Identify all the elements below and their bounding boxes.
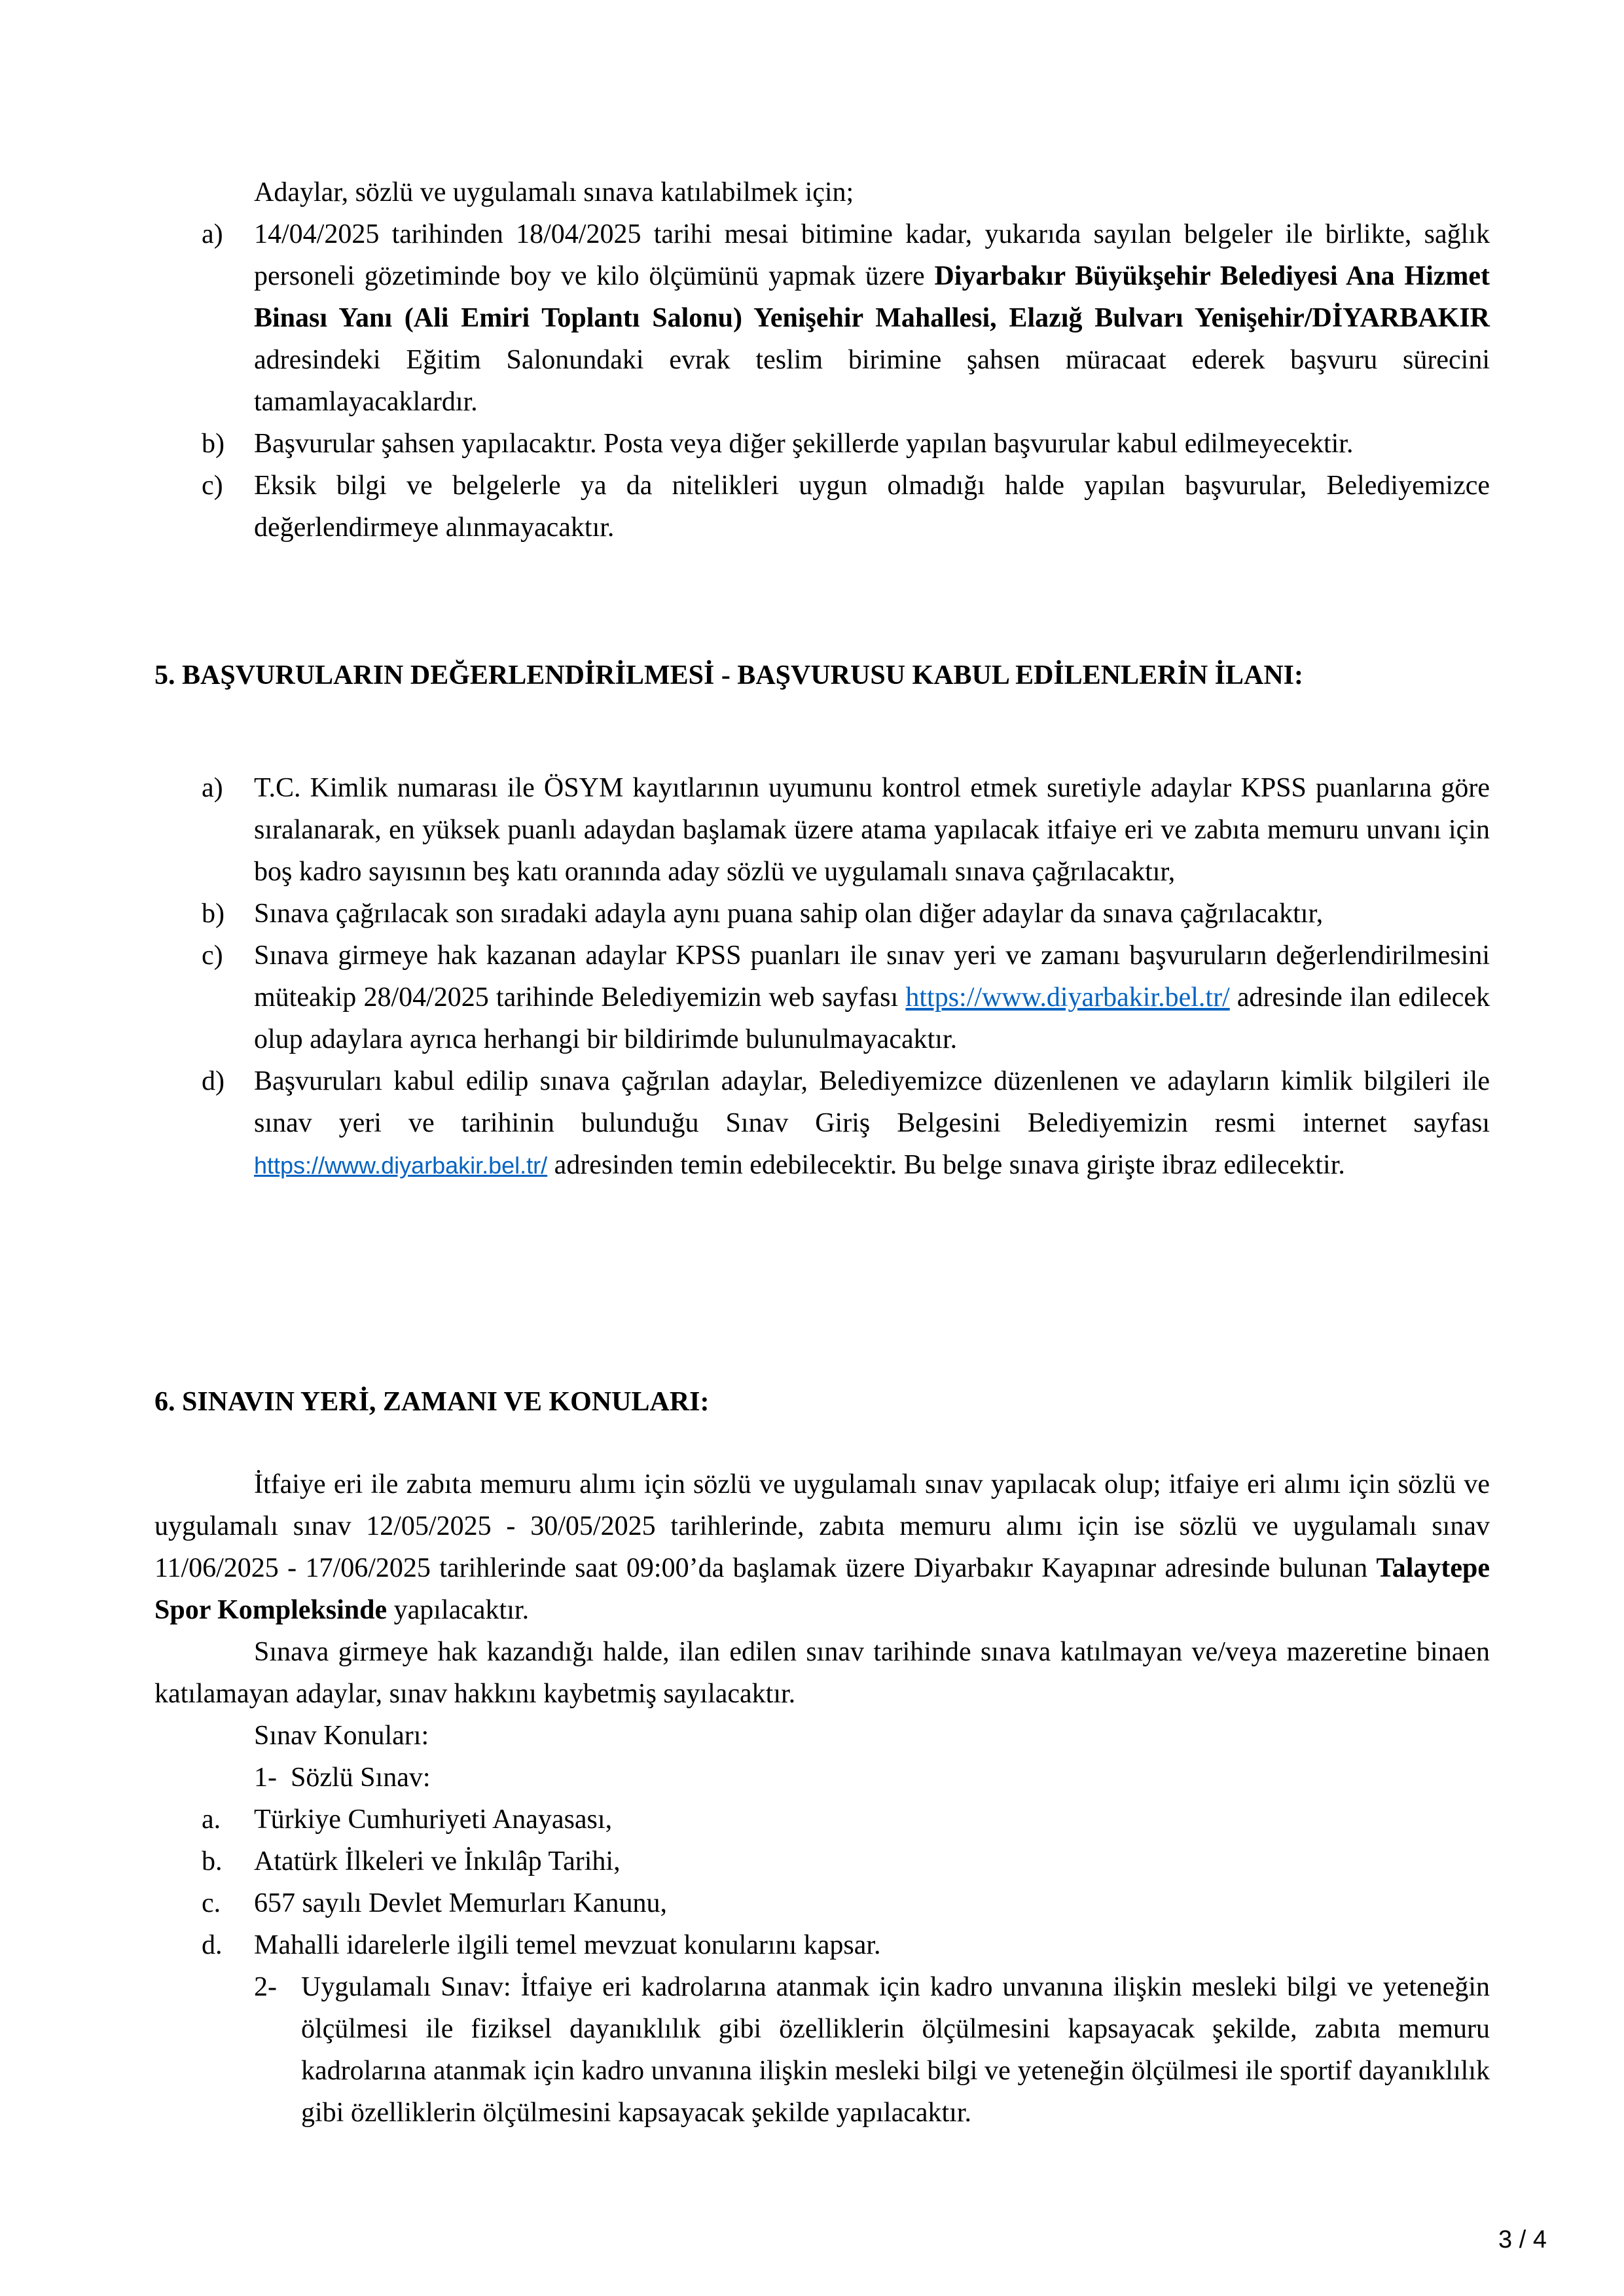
list-marker: a. bbox=[202, 1804, 221, 1835]
address-bold: Diyarbakır Büyükşehir Belediyesi Ana Hizmet Binası Yanı (Ali Emiri Toplantı Salonu) Yenişehir Mahallesi, Elazığ Bulvarı Yenişehir/DİYARBAKIR bbox=[254, 261, 1490, 333]
list-item: c. 657 sayılı Devlet Memurları Kanunu, bbox=[154, 1882, 1490, 1924]
list-marker: b) bbox=[202, 429, 225, 459]
list-item: d. Mahalli idarelerle ilgili temel mevzuat konularını kapsar. bbox=[154, 1924, 1490, 1966]
website-link[interactable]: https://www.diyarbakir.bel.tr/ bbox=[905, 982, 1230, 1013]
section-5-heading: 5. BAŞVURULARIN DEĞERLENDİRİLMESİ - BAŞVURUSU KABUL EDİLENLERİN İLANI: bbox=[154, 660, 1303, 691]
list-marker: a) bbox=[202, 773, 223, 803]
list-marker: c) bbox=[202, 471, 223, 501]
list-item: b) Sınava çağrılacak son sıradaki adayla aynı puana sahip olan diğer adaylar da sınava çağrılacaktır, bbox=[154, 893, 1490, 935]
list-marker: b. bbox=[202, 1846, 223, 1876]
absence-paragraph: Sınava girmeye hak kazandığı halde, ilan edilen sınav tarihinde sınava katılmayan ve/veya mazeretine binaen katılamayan adaylar, sınav hakkını kaybetmiş sayılacaktır. bbox=[154, 1637, 1490, 1709]
application-requirements bbox=[154, 171, 1490, 548]
list-marker: c. bbox=[202, 1888, 221, 1918]
list-marker: 2- bbox=[254, 1972, 277, 2002]
list-marker: c) bbox=[202, 941, 223, 971]
page-number: 3 / 4 bbox=[1498, 2226, 1547, 2253]
list-item: a. Türkiye Cumhuriyeti Anayasası, bbox=[154, 1799, 1490, 1840]
practical-exam-item: 2- Uygulamalı Sınav: İtfaiye eri kadrolarına atanmak için kadro unvanına ilişkin mesleki bilgi ve yeteneğin ölçülmesi ile fiziksel dayanıklılık gibi özelliklerin ölçülmesini kapsayacak şekilde, zabıta memuru kadrolarına atanmak için kadro unvanına ilişkin mesleki bilgi ve yeteneğin ölçülmesi ile sportif dayanıklılık gibi özelliklerin ölçülmesini kapsayacak şekilde yapılacaktır. bbox=[154, 1966, 1490, 2134]
list-marker: d) bbox=[202, 1066, 225, 1096]
list-item: a) T.C. Kimlik numarası ile ÖSYM kayıtlarının uyumunu kontrol etmek suretiyle adaylar KPSS puanlarına göre sıralanarak, en yüksek puanlı adaydan başlamak üzere atama yapılacak itfaiye eri ve zabıta memuru unvanı için boş kadro sayısının beş katı oranında aday sözlü ve uygulamalı sınava çağrılacaktır, bbox=[154, 767, 1490, 893]
exam-schedule-paragraph: İtfaiye eri ile zabıta memuru alımı için sözlü ve uygulamalı sınav yapılacak olup; itfaiye eri alımı için sözlü ve uygulamalı sınav 12/05/2025 - 30/05/2025 tarihlerinde, zabıta memuru alımı için ise sözlü ve uygulamalı sınav 11/06/2025 - 17/06/2025 tarihlerinde saat 09:00’da başlamak üzere Diyarbakır Kayapınar adresinde bulunan Talaytepe Spor Kompleksinde yapılacaktır. bbox=[154, 1469, 1490, 1625]
list-item: b) Başvurular şahsen yapılacaktır. Posta veya diğer şekillerde yapılan başvurular kabul edilmeyecektir. bbox=[154, 423, 1490, 465]
section-6-body bbox=[154, 1463, 1490, 2134]
list-item: a) 14/04/2025 tarihinden 18/04/2025 tarihi mesai bitimine kadar, yukarıda sayılan belgeler ile birlikte, sağlık personeli gözetiminde boy ve kilo ölçümünü yapmak üzere Diyarbakır Büyükşehir Belediyesi Ana Hizmet Binası Yanı (Ali Emiri Toplantı Salonu) Yenişehir Mahallesi, Elazığ Bulvarı Yenişehir/DİYARBAKIR adresindeki Eğitim Salonundaki evrak teslim birimine şahsen müracaat ederek başvuru sürecini tamamlayacaklardır. bbox=[154, 213, 1490, 423]
list-item: d) Başvuruları kabul edilip sınava çağrılan adaylar, Belediyemizce düzenlenen ve adayların kimlik bilgileri ile sınav yeri ve tarihinin bulunduğu Sınav Giriş Belgesini Belediyemizin resmi internet sayfası https://www.diyarbakir.bel.tr/ adresinden temin edebilecektir. Bu belge sınava girişte ibraz edilecektir. bbox=[154, 1060, 1490, 1187]
list-item: c) Sınava girmeye hak kazanan adaylar KPSS puanları ile sınav yeri ve zamanı başvuruların değerlendirilmesini müteakip 28/04/2025 tarihinde Belediyemizin web sayfası https://www.diyarbakir.bel.tr/ adresinde ilan edilecek olup adaylara ayrıca herhangi bir bildirimde bulunulmayacaktır. bbox=[154, 935, 1490, 1060]
list-marker: b) bbox=[202, 899, 225, 929]
list-marker: d. bbox=[202, 1930, 223, 1960]
venue-bold: Talaytepe Spor Kompleksinde bbox=[154, 1553, 1490, 1625]
topics-label: Sınav Konuları: bbox=[254, 1721, 429, 1751]
list-item: b. Atatürk İlkeleri ve İnkılâp Tarihi, bbox=[154, 1840, 1490, 1882]
list-marker: a) bbox=[202, 219, 223, 249]
oral-exam-label: 1- Sözlü Sınav: bbox=[254, 1763, 431, 1793]
section-6-heading: 6. SINAVIN YERİ, ZAMANI VE KONULARI: bbox=[154, 1387, 710, 1417]
intro-lead: Adaylar, sözlü ve uygulamalı sınava katılabilmek için; bbox=[254, 177, 854, 207]
website-link[interactable]: https://www.diyarbakir.bel.tr/ bbox=[254, 1152, 548, 1179]
section-5-list bbox=[154, 767, 1490, 1187]
list-item: c) Eksik bilgi ve belgelerle ya da nitelikleri uygun olmadığı halde yapılan başvurular, Belediyemizce değerlendirmeye alınmayacaktır. bbox=[154, 465, 1490, 548]
